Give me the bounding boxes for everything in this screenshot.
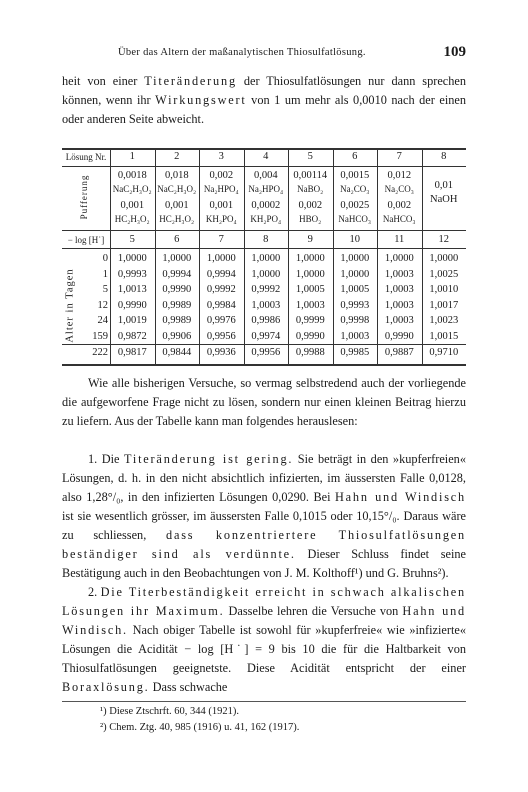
running-header bbox=[58, 44, 466, 62]
age-value: 0,9844 bbox=[162, 346, 192, 358]
log-value: 9 bbox=[307, 234, 313, 245]
age-days: 0 bbox=[102, 253, 108, 264]
age-value: 0,9956 bbox=[206, 331, 236, 342]
age-value: 0,9974 bbox=[251, 331, 281, 342]
buffer-value: 0,01 bbox=[434, 180, 453, 191]
table-rule-last-row bbox=[62, 344, 466, 345]
age-value: 0,9710 bbox=[429, 346, 459, 358]
log-value: 5 bbox=[129, 234, 135, 245]
age-value: 0,9990 bbox=[384, 331, 414, 342]
buffer-formula: HBO₂ bbox=[299, 214, 322, 224]
age-value: 1,0003 bbox=[251, 299, 281, 311]
age-value: 0,9990 bbox=[295, 331, 325, 342]
paragraph-point-1: 1. Die Titeränderung ist gering. Sie beträgt in den »kupferfreien« Lösungen, d. h. in den nicht absichtlich infizierten, im äussersten Falle 0,0128, also 1,28°/₀, in den infizierten Lösungen 0,0290. Bei Hahn und Windisch ist sie wesentlich grösser, im äussersten Falle 0,1015 oder 10,15°/₀. Daraus wäre zu schliessen, dass konzentriertere Thiosulfatlösungen beständiger sind als verdünnte. Dieser Schluss findet seine Bestätigung auch in den Beobachtungen von J. M. Kolthoff¹) und G. Bruhns²). bbox=[62, 452, 467, 580]
buffer-formula: HC₂H₃O₂ bbox=[159, 214, 195, 224]
age-value: 0,9994 bbox=[206, 268, 236, 280]
buffer-value: 0,00114 bbox=[293, 170, 328, 181]
footnote-rule bbox=[62, 701, 466, 702]
column-header: 2 bbox=[174, 151, 180, 162]
age-value: 1,0000 bbox=[384, 253, 414, 264]
table-rule-top bbox=[62, 148, 466, 150]
log-value: 8 bbox=[263, 234, 269, 245]
buffer-formula: Na₂CO₃ bbox=[340, 184, 370, 194]
buffer-value: 0,0025 bbox=[340, 200, 370, 211]
age-value: 1,0005 bbox=[295, 284, 325, 296]
results-table bbox=[62, 148, 466, 366]
age-value: 0,9993 bbox=[340, 299, 370, 311]
table-rule-header bbox=[62, 166, 466, 167]
column-header: 6 bbox=[352, 151, 358, 162]
buffer-value: 0,002 bbox=[387, 200, 412, 211]
buffer-value: 0,002 bbox=[209, 170, 234, 181]
buffer-formula: HC₂H₃O₂ bbox=[114, 214, 150, 224]
log-value: 10 bbox=[349, 234, 360, 245]
column-header: 4 bbox=[263, 151, 269, 162]
age-value: 1,0019 bbox=[117, 315, 147, 327]
age-value: 1,0000 bbox=[251, 268, 281, 280]
age-value: 0,9989 bbox=[162, 299, 192, 311]
age-value: 0,9994 bbox=[162, 268, 192, 280]
age-value: 1,0000 bbox=[340, 268, 370, 280]
buffer-formula: NaOH bbox=[430, 194, 458, 205]
age-value: 0,9986 bbox=[251, 315, 281, 327]
buffer-formula: KH₂PO₄ bbox=[250, 214, 282, 224]
table-rule-bottom bbox=[62, 364, 466, 366]
age-value: 1,0023 bbox=[429, 315, 459, 327]
column-header: 1 bbox=[129, 151, 135, 162]
age-days: 12 bbox=[97, 299, 108, 311]
buffer-value: 0,018 bbox=[164, 170, 189, 181]
age-label: Alter in Tagen bbox=[64, 268, 76, 343]
age-value: 1,0013 bbox=[117, 284, 147, 296]
buffer-formula: Na₂HPO₄ bbox=[203, 184, 239, 194]
age-value: 1,0003 bbox=[384, 284, 414, 296]
age-value: 0,9872 bbox=[117, 331, 147, 342]
age-value: 0,9990 bbox=[162, 284, 192, 296]
age-value: 1,0000 bbox=[251, 253, 281, 264]
column-header: 5 bbox=[307, 151, 313, 162]
page-number: 109 bbox=[443, 44, 466, 60]
age-value: 1,0003 bbox=[384, 268, 414, 280]
age-days: 24 bbox=[97, 315, 108, 327]
age-value: 0,9976 bbox=[206, 315, 236, 327]
age-value: 1,0025 bbox=[429, 268, 459, 280]
paragraph-1: Wie alle bisherigen Versuche, so vermag selbstredend auch der vorliegende die aufgeworfene Frage nicht zu lösen, sondern nur einen kleinen Beitrag hierzu zu liefern. Aus der Tabelle kann man folgendes herauslesen: bbox=[62, 376, 466, 428]
age-value: 1,0003 bbox=[384, 299, 414, 311]
age-value: 1,0000 bbox=[295, 268, 325, 280]
age-value: 0,9956 bbox=[251, 346, 281, 358]
table-rule-log bbox=[62, 248, 466, 249]
age-value: 1,0005 bbox=[340, 284, 370, 296]
column-header: 8 bbox=[441, 151, 447, 162]
buffer-label: Pufferung bbox=[79, 174, 89, 220]
buffer-formula: Na₂HPO₄ bbox=[248, 184, 284, 194]
buffer-value: 0,0002 bbox=[251, 200, 281, 211]
column-header: 7 bbox=[396, 151, 402, 162]
buffer-value: 0,002 bbox=[298, 200, 323, 211]
age-value: 1,0000 bbox=[295, 253, 325, 264]
table-rule-buffer bbox=[62, 230, 466, 231]
age-value: 1,0003 bbox=[340, 331, 370, 342]
paragraph-point-2: 2. Die Titerbeständigkeit erreicht in schwach alkalischen Lösungen ihr Maximum. Dasselbe lehren die Versuche von Hahn und Windisch. Nach obiger Tabelle ist sowohl für »kupferfreie« wie »infizierte« Lösungen die Acidität − log [H˙] = 9 bis 10 die für die Haltbarkeit von Thiosulfatlösungen geeignetste. Diese Acidität entspricht der einer Boraxlösung. Dass schwache bbox=[62, 585, 467, 694]
footnote-2: ²) Chem. Ztg. 40, 985 (1916) u. 41, 162 (1917). bbox=[100, 722, 300, 733]
buffer-formula: NaHCO₃ bbox=[382, 214, 416, 224]
log-value: 11 bbox=[394, 234, 405, 245]
buffer-formula: NaC₂H₃O₂ bbox=[112, 184, 152, 194]
age-value: 0,9999 bbox=[295, 315, 325, 327]
log-value: 6 bbox=[174, 234, 180, 245]
age-days: 5 bbox=[102, 284, 108, 296]
buffer-formula: Na₂CO₃ bbox=[384, 184, 414, 194]
age-value: 0,9936 bbox=[206, 346, 236, 358]
buffer-formula: NaHCO₃ bbox=[338, 214, 372, 224]
footnote-1: ¹) Diese Ztschrft. 60, 344 (1921). bbox=[100, 706, 240, 717]
age-days: 222 bbox=[92, 346, 108, 358]
buffer-value: 0,0018 bbox=[117, 170, 147, 181]
age-value: 1,0017 bbox=[429, 299, 459, 311]
age-value: 1,0000 bbox=[117, 253, 147, 264]
age-value: 0,9906 bbox=[162, 331, 192, 342]
age-value: 1,0000 bbox=[340, 253, 370, 264]
age-value: 0,9989 bbox=[162, 315, 192, 327]
buffer-value: 0,001 bbox=[120, 200, 145, 211]
age-value: 0,9992 bbox=[206, 284, 236, 296]
buffer-value: 0,012 bbox=[387, 170, 412, 181]
buffer-formula: KH₂PO₄ bbox=[205, 214, 237, 224]
buffer-value: 0,004 bbox=[253, 170, 278, 181]
log-value: 12 bbox=[438, 234, 449, 245]
buffer-value: 0,001 bbox=[164, 200, 189, 211]
age-days: 159 bbox=[92, 331, 108, 342]
age-value: 0,9985 bbox=[340, 346, 370, 358]
age-value: 1,0000 bbox=[429, 253, 459, 264]
buffer-formula: NaC₂H₃O₂ bbox=[157, 184, 197, 194]
buffer-formula: NaBO₂ bbox=[297, 184, 324, 194]
age-value: 1,0000 bbox=[206, 253, 236, 264]
buffer-value: 0,0015 bbox=[340, 170, 370, 181]
column-header-label: Lösung Nr. bbox=[65, 152, 107, 162]
age-value: 1,0003 bbox=[295, 299, 325, 311]
age-value: 0,9817 bbox=[117, 346, 147, 358]
age-value: 1,0010 bbox=[429, 284, 459, 296]
age-value: 1,0000 bbox=[162, 253, 192, 264]
intro-paragraph: heit von einer Titeränderung der Thiosulfatlösungen nur dann sprechen können, wenn ihr Wirkungswert von 1 um mehr als 0,0010 nach der einen oder anderen Seite abweicht. bbox=[62, 74, 467, 126]
age-value: 0,9992 bbox=[251, 284, 281, 296]
age-value: 0,9990 bbox=[117, 299, 147, 311]
age-value: 1,0015 bbox=[429, 331, 459, 342]
age-value: 0,9984 bbox=[206, 299, 236, 311]
header-title: Über das Altern der maßanalytischen Thiosulfatlösung. bbox=[118, 47, 366, 58]
age-value: 0,9988 bbox=[295, 346, 325, 358]
age-value: 0,9887 bbox=[384, 346, 414, 358]
log-label: − log [H˙] bbox=[67, 235, 105, 245]
buffer-value: 0,001 bbox=[209, 200, 234, 211]
age-value: 1,0003 bbox=[384, 315, 414, 327]
column-header: 3 bbox=[218, 151, 224, 162]
age-value: 0,9993 bbox=[117, 268, 147, 280]
age-value: 0,9998 bbox=[340, 315, 370, 327]
log-value: 7 bbox=[218, 234, 224, 245]
age-days: 1 bbox=[102, 268, 108, 280]
